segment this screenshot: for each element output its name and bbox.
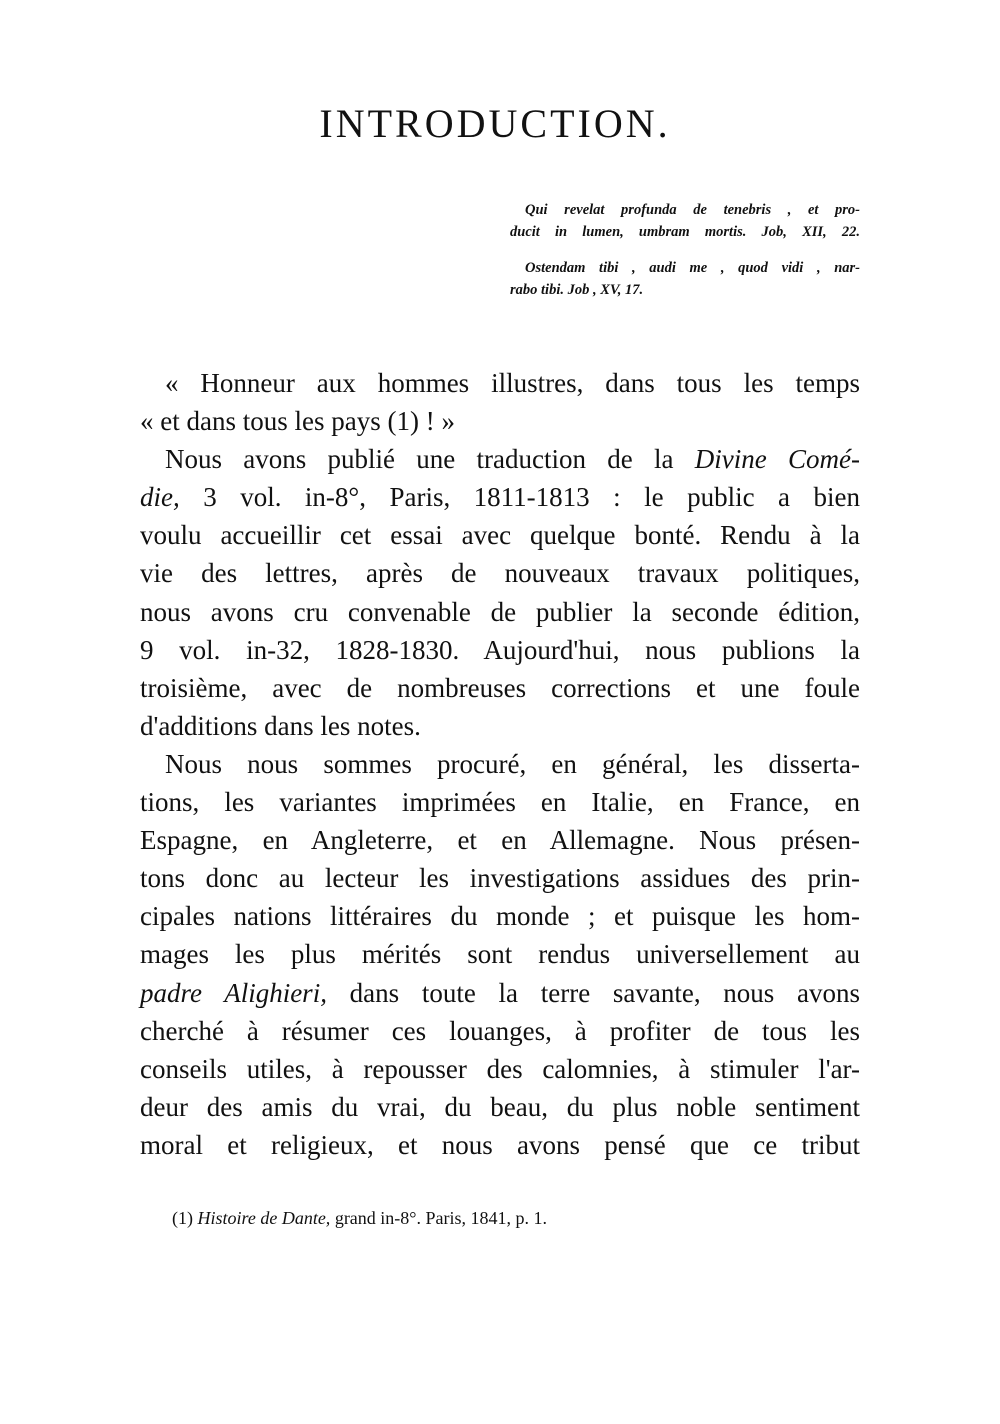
text-line — [140, 478, 860, 516]
text-line: cipales nations littéraires du monde ; et puisque les hom- — [140, 901, 860, 932]
text-line: deur des amis du vrai, du beau, du plus noble sentiment — [140, 1091, 860, 1122]
text-line: troisième, avec de nombreuses corrections et une foule — [140, 672, 860, 703]
footnote-title: Histoire de Dante, — [197, 1208, 331, 1228]
footnote-text: grand in-8°. Paris, 1841, p. 1. — [330, 1208, 547, 1228]
text-line: tons donc au lecteur les investigations assidues des prin- — [140, 863, 860, 894]
italic-name: padre Alighieri, — [140, 977, 327, 1008]
epigraph-job-15 — [510, 257, 860, 301]
page-title: INTRODUCTION. — [319, 101, 671, 146]
text-line: Nous nous sommes procuré, en général, les disserta- — [165, 748, 860, 779]
text-line: Espagne, en Angleterre, et en Allemagne. Nous présen- — [140, 825, 860, 856]
text-line: moral et religieux, et nous avons pensé que ce tribut — [140, 1129, 860, 1160]
italic-title: Divine Comé- — [694, 444, 861, 475]
epigraph-job-12 — [510, 199, 860, 243]
italic-title: die, — [140, 482, 180, 513]
text-span: dans toute la terre savante, nous avons — [326, 977, 860, 1008]
epigraph-line: rabo tibi. Job , XV, 17. — [510, 282, 644, 298]
footnote — [172, 1208, 547, 1229]
text-line: tions, les variantes imprimées en Italie, en France, en — [140, 787, 860, 818]
text-line: nous avons cru convenable de publier la seconde édition, — [140, 596, 860, 627]
body-text — [140, 364, 860, 1164]
text-line: voulu accueillir cet essai avec quelque bonté. Rendu à la — [140, 520, 860, 551]
epigraph-line: Qui revelat profunda de tenebris , et pro- — [525, 202, 860, 218]
text-span: Nous avons publié une traduction de la — [165, 444, 695, 475]
footnote-mark: (1) — [172, 1208, 198, 1228]
text-line: mages les plus mérités sont rendus universellement au — [140, 939, 860, 970]
text-line: « Honneur aux hommes illustres, dans tous les temps — [165, 368, 860, 398]
text-line: 9 vol. in-32, 1828-1830. Aujourd'hui, nous publions la — [140, 634, 860, 665]
epigraph-line: ducit in lumen, umbram mortis. Job, XII, 22. — [510, 224, 860, 240]
text-line — [140, 974, 860, 1012]
text-line: vie des lettres, après de nouveaux travaux politiques, — [140, 558, 860, 589]
text-line — [140, 440, 860, 478]
epigraph-line: Ostendam tibi , audi me , quod vidi , nar- — [525, 260, 860, 276]
text-span: 3 vol. in-8°, Paris, 1811-1813 : le public a bien — [179, 482, 860, 513]
text-line: cherché à résumer ces louanges, à profiter de tous les — [140, 1015, 860, 1046]
text-line: d'additions dans les notes. — [140, 710, 421, 741]
text-line: conseils utiles, à repousser des calomnies, à stimuler l'ar- — [140, 1053, 860, 1084]
text-line: « et dans tous les pays (1) ! » — [140, 406, 455, 437]
